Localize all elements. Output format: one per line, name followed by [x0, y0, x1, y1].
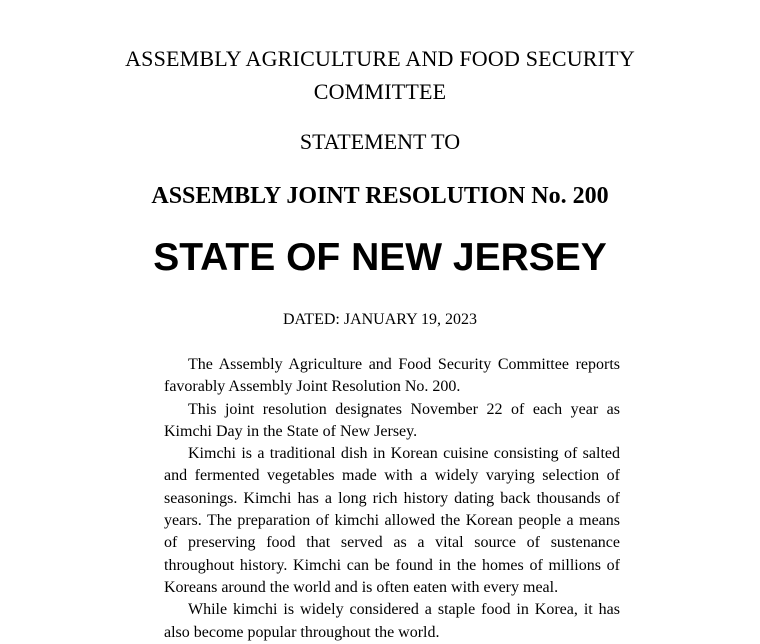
- body-paragraph-3: Kimchi is a traditional dish in Korean cuisine consisting of salted and fermented vegetables made with a widely varying selection of seasonings. Kimchi has a long rich history dating back thousands of years. The preparation of kimchi allowed the Korean people a means of preserving food that served as a vital source of sustenance throughout history. Kimchi can be found in the homes of millions of Koreans around the world and is often eaten with every meal.: [164, 445, 620, 596]
- committee-line-1: ASSEMBLY AGRICULTURE AND FOOD SECURITY: [125, 46, 635, 71]
- state-heading: STATE OF NEW JERSEY: [153, 236, 607, 279]
- statement-to-heading: STATEMENT TO: [299, 129, 461, 154]
- dated-line: DATED: JANUARY 19, 2023: [282, 311, 478, 328]
- body-paragraph-4: While kimchi is widely considered a staple food in Korea, it has also become popular throughout the world.: [164, 601, 620, 641]
- committee-line-2: COMMITTEE: [313, 79, 447, 104]
- body-paragraph-2: This joint resolution designates November 22 of each year as Kimchi Day in the State of New Jersey.: [164, 400, 620, 440]
- statement-body: [164, 354, 620, 644]
- committee-heading: [100, 42, 660, 108]
- resolution-heading: ASSEMBLY JOINT RESOLUTION No. 200: [151, 183, 609, 209]
- body-paragraph-1: The Assembly Agriculture and Food Security Committee reports favorably Assembly Joint Resolution No. 200.: [164, 356, 620, 396]
